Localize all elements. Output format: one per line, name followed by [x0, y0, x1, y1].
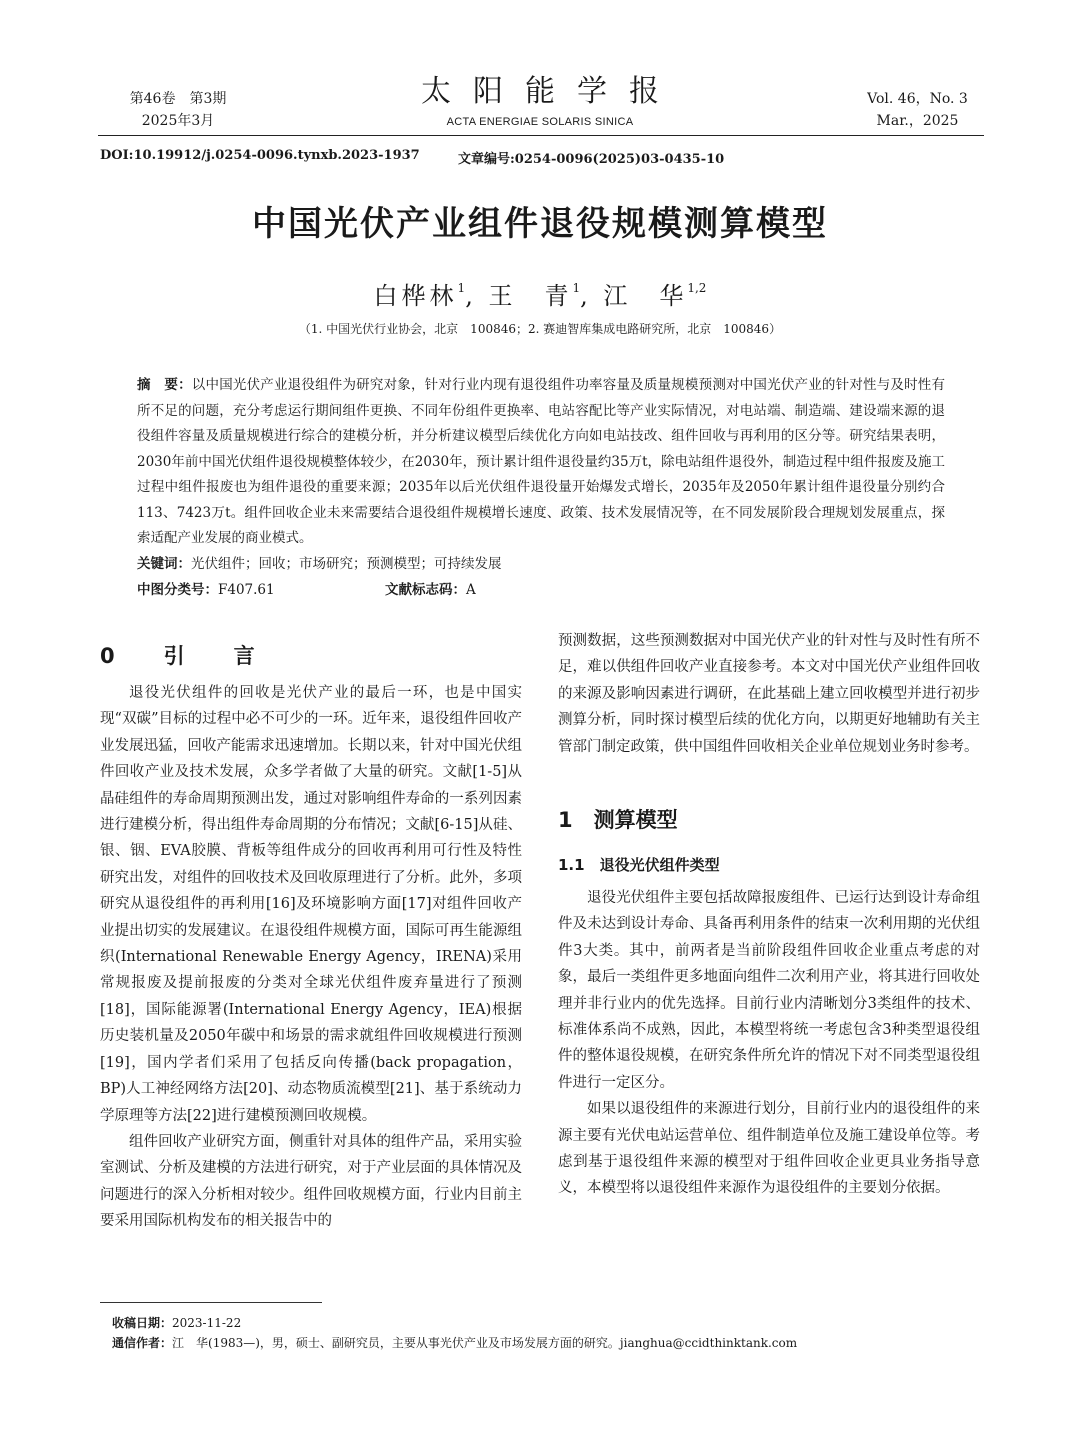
- keywords: [137, 552, 502, 572]
- doc-code: [385, 578, 476, 598]
- section-heading-intro: 0 引 言: [100, 644, 269, 668]
- right-column-body: [558, 885, 980, 1275]
- corresponding-author: [112, 1334, 797, 1351]
- journal-title-cn: 太阳能学报: [421, 74, 681, 109]
- author-name: 江 华: [603, 282, 688, 310]
- volume-issue-en: Vol. 46，No. 3: [867, 91, 968, 107]
- types-paragraph-1: 退役光伏组件主要包括故障报废组件、已运行达到设计寿命组件及未达到设计寿命、具备再利用条件的结束一次利用期的光伏组件3大类。其中，前两者是当前阶段组件回收企业重点考虑的对象，最后一类组件更多地面向组件二次利用产业，将其进行回收处理并非行业内的优先选择。目前行业内清晰划分3类组件的技术、标准体系尚不成熟，因此，本模型将统一考虑包含3种类型退役组件的整体退役规模，在研究条件所允许的情况下对不同类型退役组件进行一定区分。: [558, 890, 980, 1091]
- author-list: 白桦林$^1$, 王 青$^1$, 江 华$^{1,2}$: [373, 281, 707, 310]
- clc-value: F407.61: [218, 582, 275, 598]
- received-label: 收稿日期：: [112, 1316, 173, 1330]
- affiliation-marker: 1,2: [687, 281, 707, 295]
- types-paragraph-2: 如果以退役组件的来源进行划分，目前行业内的退役组件的来源主要有光伏电站运营单位、组件制造单位及施工建设单位等。考虑到基于退役组件来源的模型对于组件回收企业更具业务指导意义，本模型将以退役组件来源作为退役组件的主要划分依据。: [558, 1101, 980, 1197]
- journal-title-en: ACTA ENERGIAE SOLARIS SINICA: [446, 116, 634, 128]
- doi: DOI:10.19912/j.0254-0096.tynxb.2023-1937: [100, 148, 420, 163]
- running-header-left: [98, 88, 258, 132]
- article-number: 文章编号:0254-0096(2025)03-0435-10: [458, 152, 725, 167]
- author-name: 王 青: [488, 282, 573, 310]
- doi-line: [100, 148, 725, 167]
- doc-code-value: A: [466, 582, 476, 598]
- affiliation-marker: 1: [572, 281, 581, 295]
- author-name: 白桦林: [373, 282, 458, 310]
- intro-paragraph-2: 组件回收产业研究方面，侧重针对具体的组件产品，采用实验室测试、分析及建模的方法进行研究，对于产业层面的具体情况及问题进行的深入分析相对较少。组件回收规模方面，行业内目前主要采用国际机构发布的相关报告中的: [100, 1133, 522, 1230]
- abstract: [137, 373, 945, 552]
- keywords-text: 光伏组件；回收；市场研究；预测模型；可持续发展: [191, 556, 502, 572]
- right-column-top: [558, 628, 980, 793]
- subsection-heading-types: 1.1 退役光伏组件类型: [558, 856, 720, 874]
- running-header-right: [850, 88, 985, 132]
- section-heading-model: 1 测算模型: [558, 808, 678, 832]
- volume-issue: 第46卷 第3期: [129, 91, 227, 107]
- abstract-label: 摘 要：: [137, 377, 192, 393]
- paper-title: 中国光伏产业组件退役规模测算模型: [252, 204, 828, 244]
- running-header-center: [360, 72, 720, 128]
- received-date: [112, 1314, 241, 1331]
- intro-paragraph-2-continued: 预测数据，这些预测数据对中国光伏产业的针对性与及时性有所不足，难以供组件回收产业直接参考。本文对中国光伏产业组件回收的来源及影响因素进行调研，在此基础上建立回收模型并进行初步测算分析，同时探讨模型后续的优化方向，以期更好地辅助有关主管部门制定政策，供中国组件回收相关企业单位规划业务时参考。: [558, 633, 980, 755]
- clc-label: 中图分类号：: [137, 582, 218, 598]
- header-divider: [98, 135, 984, 136]
- classification: [137, 578, 476, 598]
- corresponding-value: 江 华(1983—)，男，硕士、副研究员，主要从事光伏产业及市场发展方面的研究。jianghua@ccidthinktank.com: [172, 1336, 798, 1350]
- left-column: [100, 680, 522, 1276]
- affiliations: （1. 中国光伏行业协会，北京 100846；2. 赛迪智库集成电路研究所，北京 100846）: [298, 322, 782, 336]
- intro-paragraph-1: 退役光伏组件的回收是光伏产业的最后一环，也是中国实现“双碳”目标的过程中必不可少的一环。近年来，退役组件回收产业发展迅猛，回收产能需求迅速增加。长期以来，针对中国光伏组件回收产业及技术发展，众多学者做了大量的研究。文献[1-5]从晶硅组件的寿命周期预测出发，通过对影响组件寿命的一系列因素进行建模分析，得出组件寿命周期的分布情况；文献[6-15]从硅、银、铟、EVA胶膜、背板等组件成分的回收再利用可行性及特性研究出发，对组件的回收技术及回收原理进行了分析。此外，多项研究从退役组件的再利用[16]及环境影响方面[17]对组件回收产业提出切实的发展建议。在退役组件规模方面，国际可再生能源组织(International Renewable Energy Agency，IRENA)采用常规报废及提前报废的分类对全球光伏组件废弃量进行了预测[18]，国际能源署(International Energy Agency，IEA)根据历史装机量及2050年碳中和场景的需求就组件回收规模进行预测[19]，国内学者们采用了包括反向传播(back propagation，BP)人工神经网络方法[20]、动态物质流模型[21]、基于系统动力学原理等方法[22]进行建模预测回收规模。: [100, 685, 522, 1124]
- abstract-text: 以中国光伏产业退役组件为研究对象，针对行业内现有退役组件功率容量及质量规模预测对中国光伏产业的针对性与及时性有所不足的问题，充分考虑运行期间组件更换、不同年份组件更换率、电站容配比等产业实际情况，对电站端、制造端、建设端来源的退役组件容量及质量规模进行综合的建模分析，并分析建议模型后续优化方向如电站技改、组件回收与再利用的区分等。研究结果表明，2030年前中国光伏组件退役规模整体较少，在2030年，预计累计组件退役量约35万t，除电站组件退役外，制造过程中组件报废及施工过程中组件报废也为组件退役的重要来源；2035年以后光伏组件退役量开始爆发式增长，2035年及2050年累计组件退役量分别约合113、7423万t。组件回收企业未来需要结合退役组件规模增长速度、政策、技术发展情况等，在不同发展阶段合理规划发展重点，探索适配产业发展的商业模式。: [137, 377, 946, 546]
- received-value: 2023-11-22: [172, 1316, 242, 1330]
- issue-date-cn: 2025年3月: [141, 113, 215, 129]
- corresponding-label: 通信作者：: [112, 1336, 173, 1350]
- keywords-label: 关键词：: [137, 556, 191, 572]
- doc-code-label: 文献标志码：: [385, 582, 466, 598]
- issue-date-en: Mar.，2025: [876, 113, 959, 129]
- affiliation-marker: 1: [457, 281, 466, 295]
- footnote-divider: [100, 1302, 322, 1303]
